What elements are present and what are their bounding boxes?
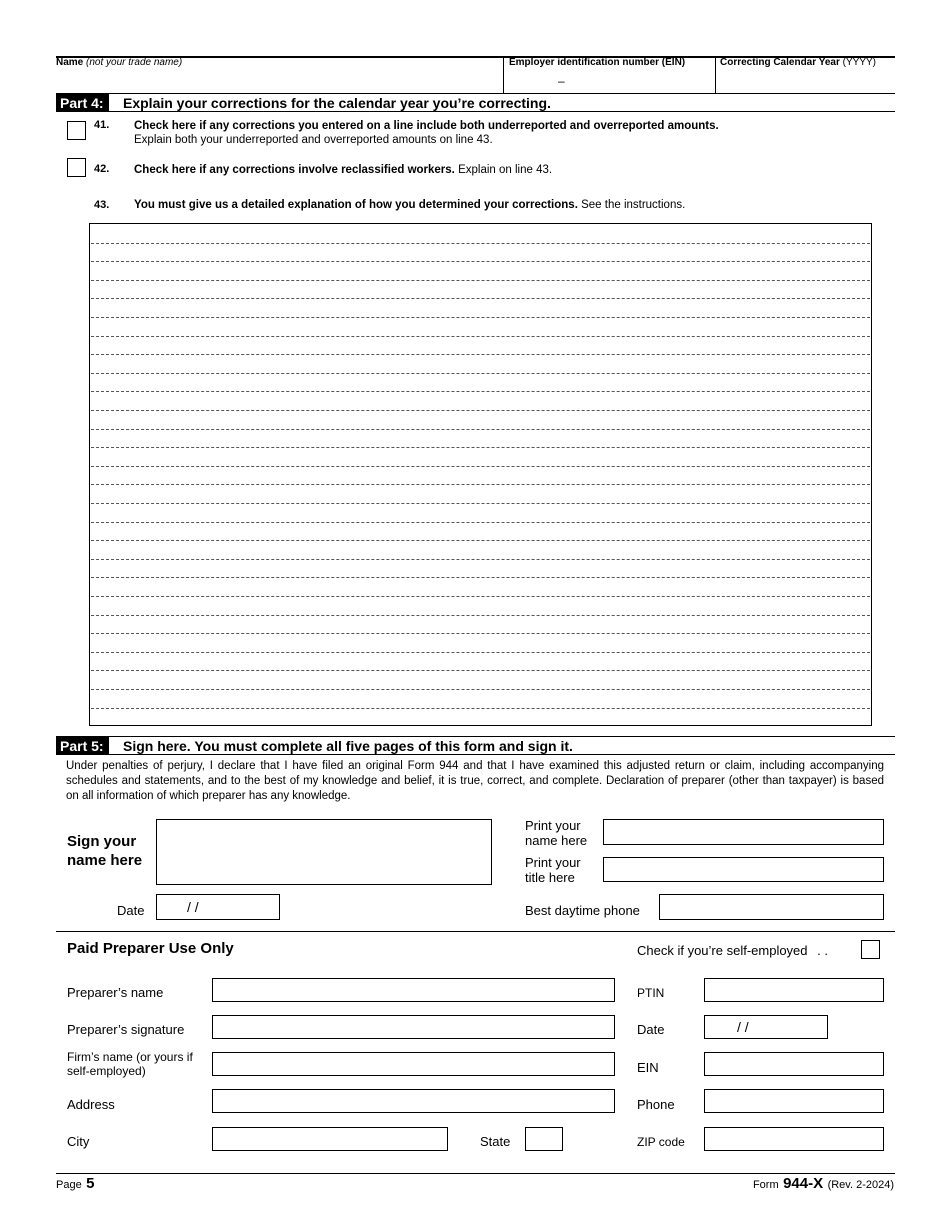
year-label-wrap xyxy=(720,57,876,68)
preparer-ein-field[interactable] xyxy=(704,1052,884,1076)
explanation-writing-line xyxy=(91,354,870,355)
part5-label: Part 5: xyxy=(56,737,109,754)
part4-title: Explain your corrections for the calendar year you’re correcting. xyxy=(123,95,551,111)
sign-label xyxy=(67,832,142,870)
signature-field[interactable] xyxy=(156,819,492,885)
preparer-phone-label: Phone xyxy=(637,1097,675,1112)
part4-top-rule xyxy=(56,93,895,94)
firm-label-line1: Firm’s name (or yours if xyxy=(67,1050,193,1064)
form-revision: (Rev. 2-2024) xyxy=(827,1179,894,1191)
explanation-writing-line xyxy=(91,596,870,597)
form-prefix: Form xyxy=(752,1179,779,1191)
explanation-writing-line xyxy=(91,708,870,709)
page-number: 5 xyxy=(86,1175,95,1192)
line43-text: You must give us a detailed explanation of how you determined your corrections. xyxy=(134,199,578,211)
page-prefix: Page xyxy=(56,1179,82,1191)
line41-checkbox[interactable] xyxy=(67,121,86,140)
explanation-writing-line xyxy=(91,298,870,299)
part4-label: Part 4: xyxy=(56,94,109,111)
explanation-writing-line xyxy=(91,484,870,485)
line43-text-wrap xyxy=(134,199,685,211)
page-number-wrap xyxy=(56,1175,95,1193)
preparer-top-rule xyxy=(56,931,895,932)
preparer-name-field[interactable] xyxy=(212,978,615,1002)
preparer-signature-label: Preparer’s signature xyxy=(67,1022,185,1037)
explanation-writing-line xyxy=(91,280,870,281)
preparer-date-label: Date xyxy=(637,1022,665,1037)
name-label: Name xyxy=(56,57,84,68)
name-label-wrap xyxy=(56,57,182,68)
explanation-writing-line xyxy=(91,261,870,262)
ein-label: Employer identification number (EIN) xyxy=(509,57,686,68)
firm-label-line2: self-employed) xyxy=(67,1064,146,1078)
explanation-writing-line xyxy=(91,689,870,690)
preparer-signature-field[interactable] xyxy=(212,1015,615,1039)
self-employed-label-wrap xyxy=(637,943,828,958)
state-label: State xyxy=(480,1134,511,1149)
preparer-name-label: Preparer’s name xyxy=(67,985,164,1000)
city-field[interactable] xyxy=(212,1127,448,1151)
address-label: Address xyxy=(67,1097,115,1112)
explanation-writing-line xyxy=(91,317,870,318)
phone-field[interactable] xyxy=(659,894,884,920)
print-title-field[interactable] xyxy=(603,857,884,882)
print-title-label xyxy=(525,855,581,885)
explanation-writing-line xyxy=(91,577,870,578)
ptin-field[interactable] xyxy=(704,978,884,1002)
zip-field[interactable] xyxy=(704,1127,884,1151)
explanation-writing-line xyxy=(91,243,870,244)
explanation-writing-line xyxy=(91,522,870,523)
explanation-writing-line xyxy=(91,503,870,504)
line43-number: 43. xyxy=(94,199,110,211)
line41-subtext: Explain both your underreported and overreported amounts on line 43. xyxy=(134,134,493,146)
sign-date-field[interactable]: / / xyxy=(156,894,280,920)
line42-number: 42. xyxy=(94,163,110,175)
explanation-writing-line xyxy=(91,670,870,671)
firm-name-field[interactable] xyxy=(212,1052,615,1076)
explanation-writing-line xyxy=(91,540,870,541)
line42-rest: Explain on line 43. xyxy=(454,164,553,176)
explanation-writing-line xyxy=(91,466,870,467)
line43-explanation-area[interactable] xyxy=(89,223,872,726)
line42-text: Check here if any corrections involve reclassified workers. xyxy=(134,164,455,176)
self-employed-checkbox[interactable] xyxy=(861,940,880,959)
ein-dash: – xyxy=(558,74,565,88)
perjury-declaration: Under penalties of perjury, I declare that I have filed an original Form 944 and that I have examined this adjusted return or claim, including accompanying schedules and statements, and to the best of my knowledge and belief, it is true, correct, and complete. Declaration of preparer (other than taxpayer) is based on all information of which preparer has any knowledge. xyxy=(66,760,884,802)
print-name-line2: name here xyxy=(525,833,588,848)
part4-title-rule xyxy=(56,111,895,112)
explanation-writing-line xyxy=(91,391,870,392)
zip-label: ZIP code xyxy=(637,1135,685,1149)
preparer-title: Paid Preparer Use Only xyxy=(67,940,234,957)
explanation-writing-line xyxy=(91,633,870,634)
explanation-writing-line xyxy=(91,652,870,653)
header-divider-2 xyxy=(715,56,716,93)
preparer-ein-label: EIN xyxy=(637,1060,659,1075)
print-title-line1: Print your xyxy=(525,855,581,870)
city-label: City xyxy=(67,1134,90,1149)
sign-date-label: Date xyxy=(117,903,145,918)
firm-label xyxy=(67,1050,193,1078)
address-field[interactable] xyxy=(212,1089,615,1113)
print-title-line2: title here xyxy=(525,870,575,885)
year-field[interactable] xyxy=(718,70,894,92)
explanation-writing-line xyxy=(91,615,870,616)
year-label: Correcting Calendar Year xyxy=(720,57,840,68)
line41-text: Check here if any corrections you entered on a line include both underreported and overreported amounts. xyxy=(134,120,719,132)
form-number: 944-X xyxy=(783,1175,824,1192)
sign-label-line2: name here xyxy=(67,852,143,869)
print-name-line1: Print your xyxy=(525,818,581,833)
self-employed-label: Check if you’re self-employed xyxy=(637,943,808,958)
part5-title-rule xyxy=(56,754,895,755)
state-field[interactable] xyxy=(525,1127,563,1151)
part5-title: Sign here. You must complete all five pages of this form and sign it. xyxy=(123,738,573,754)
form-id-wrap xyxy=(753,1175,894,1193)
phone-label: Best daytime phone xyxy=(525,903,640,918)
self-employed-dots: . . xyxy=(817,943,828,958)
header-divider-1 xyxy=(503,56,504,93)
explanation-writing-line xyxy=(91,559,870,560)
line42-checkbox[interactable] xyxy=(67,158,86,177)
explanation-writing-line xyxy=(91,410,870,411)
footer-rule xyxy=(56,1173,895,1174)
explanation-writing-line xyxy=(91,429,870,430)
name-hint: (not your trade name) xyxy=(86,57,183,68)
part5-top-rule xyxy=(56,736,895,737)
line43-rest: See the instructions. xyxy=(577,199,686,211)
preparer-date-field[interactable]: / / xyxy=(704,1015,828,1039)
print-name-field[interactable] xyxy=(603,819,884,845)
ein-field[interactable] xyxy=(506,70,712,92)
print-name-label xyxy=(525,818,587,848)
explanation-writing-line xyxy=(91,373,870,374)
explanation-writing-line xyxy=(91,336,870,337)
explanation-writing-line xyxy=(91,447,870,448)
sign-label-line1: Sign your xyxy=(67,833,137,850)
year-hint: (YYYY) xyxy=(842,57,876,68)
line41-number: 41. xyxy=(94,119,110,131)
line42-text-wrap xyxy=(134,164,552,176)
ptin-label: PTIN xyxy=(637,986,665,1000)
preparer-phone-field[interactable] xyxy=(704,1089,884,1113)
name-field[interactable] xyxy=(58,70,500,92)
